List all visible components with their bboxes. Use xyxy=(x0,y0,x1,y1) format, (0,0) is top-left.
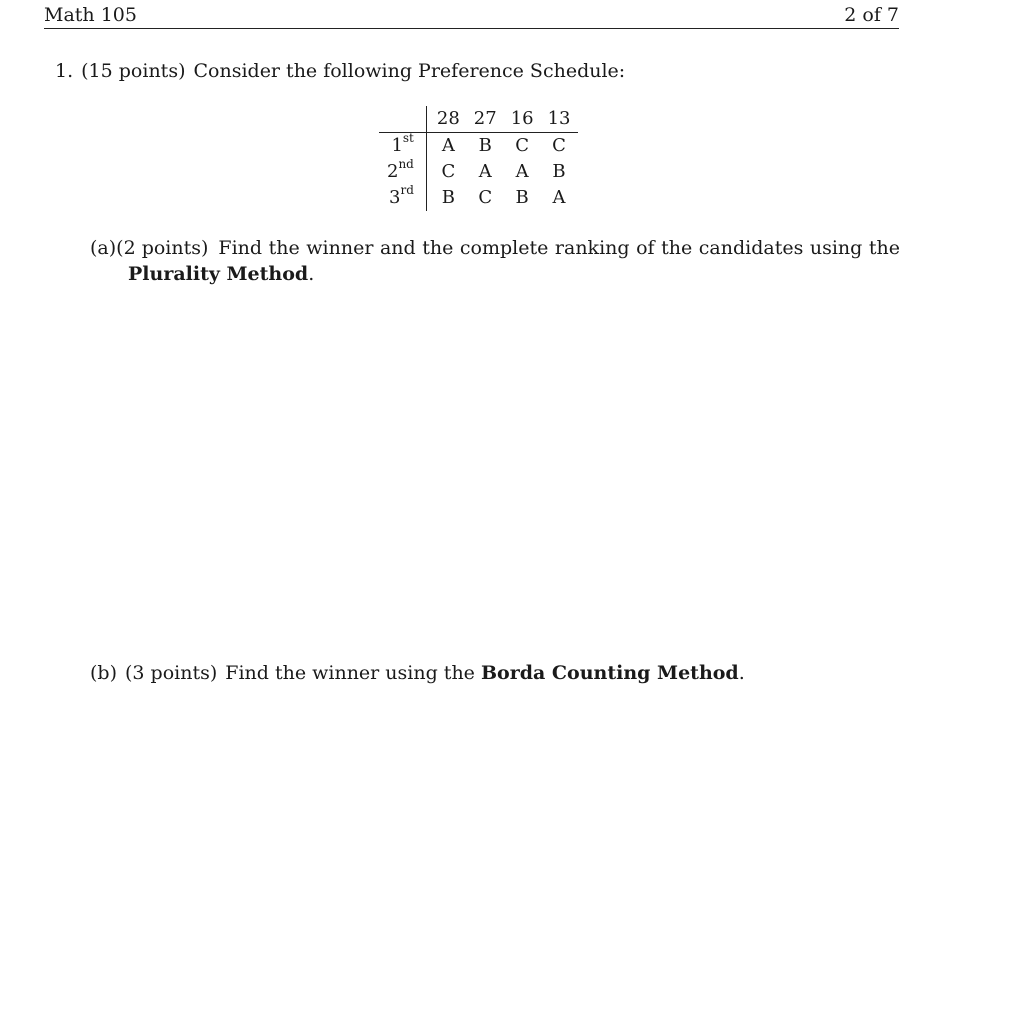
page-header xyxy=(44,2,899,29)
choice-cell: B xyxy=(552,161,566,182)
part-b-label: (b) xyxy=(90,662,117,684)
question-number: 1. xyxy=(55,60,74,82)
choice-cell: A xyxy=(478,161,492,182)
question-points: (15 points) xyxy=(81,60,186,82)
part-b xyxy=(90,660,745,686)
count-cell: 27 xyxy=(467,106,504,133)
part-a xyxy=(90,235,900,287)
part-a-line-2 xyxy=(90,261,900,287)
question-1 xyxy=(55,60,625,82)
rank-row xyxy=(379,159,578,185)
part-b-points: (3 points) xyxy=(125,662,218,684)
corner-cell xyxy=(379,106,426,133)
part-a-label: (a) xyxy=(90,237,117,259)
count-cell: 28 xyxy=(426,106,466,133)
choice-cell: B xyxy=(515,187,529,208)
page-number: 2 of 7 xyxy=(844,4,899,26)
count-cell: 13 xyxy=(541,106,578,133)
question-text: Consider the following Preference Schedule: xyxy=(193,60,626,82)
part-a-line-1 xyxy=(90,235,900,261)
voter-counts-row xyxy=(379,106,578,133)
preference-schedule-table xyxy=(379,106,578,211)
part-b-method: Borda Counting Method xyxy=(480,662,739,684)
choice-cell: B xyxy=(478,135,492,156)
rank-row xyxy=(379,133,578,160)
part-a-points: (2 points) xyxy=(116,237,209,259)
rank-label: 2nd xyxy=(379,159,426,185)
choice-cell: C xyxy=(441,161,456,182)
part-a-end: . xyxy=(308,263,315,285)
part-b-end: . xyxy=(738,662,745,684)
course-title: Math 105 xyxy=(44,4,137,26)
count-cell: 16 xyxy=(504,106,541,133)
choice-cell: C xyxy=(515,135,530,156)
part-a-method: Plurality Method xyxy=(128,263,309,285)
part-b-text: Find the winner using the xyxy=(225,662,475,684)
rank-label: 3rd xyxy=(379,185,426,211)
choice-cell: A xyxy=(552,187,566,208)
choice-cell: C xyxy=(552,135,566,156)
choice-cell: A xyxy=(441,135,455,156)
part-a-text: Find the winner and the complete ranking of the candidates using the xyxy=(218,237,900,259)
choice-cell: B xyxy=(441,187,455,208)
rank-label: 1st xyxy=(379,133,426,160)
choice-cell: C xyxy=(478,187,493,208)
choice-cell: A xyxy=(515,161,529,182)
rank-row xyxy=(379,185,578,211)
